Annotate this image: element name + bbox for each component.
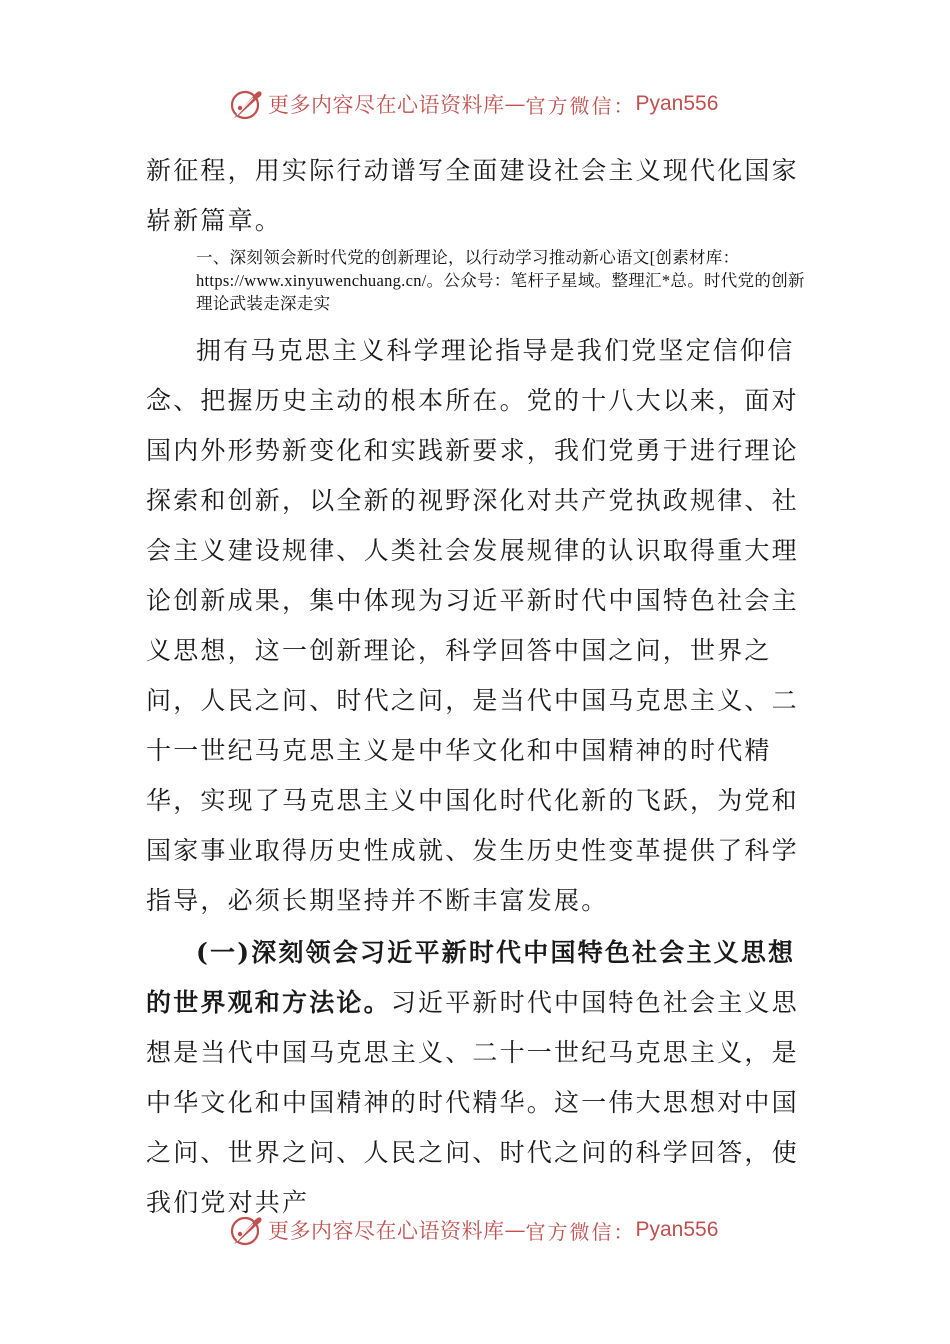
watermark-official-label: 官方微信：: [525, 1219, 636, 1244]
watermark-brand: 更多内容尽在心语资料库: [268, 93, 505, 117]
quill-pen-logo-icon: [228, 1212, 264, 1248]
header-watermark: [228, 84, 718, 124]
watermark-brand: 更多内容尽在心语资料库: [268, 1219, 505, 1243]
paragraph-2-text: 习近平新时代中国特色社会主义思想是当代中国马克思主义、二十一世纪马克思主义，是中华文化和中国精神的时代精华。这一伟大思想对中国之问、世界之问、人民之问、时代之问的科学回答，使我们党对共产: [146, 988, 799, 1217]
quill-pen-logo-icon: [228, 86, 264, 122]
body-paragraph-1: [146, 326, 806, 926]
watermark-official-label: 官方微信：: [525, 93, 636, 118]
section-heading: [146, 246, 806, 315]
watermark-dash: —: [504, 92, 526, 116]
paragraph-1-text: 拥有马克思主义科学理论指导是我们党坚定信仰信念、把握历史主动的根本所在。党的十八大以来，面对国内外形势新变化和实践新要求，我们党勇于进行理论探索和创新，以全新的视野深化对共产党执政规律、社会主义建设规律、人类社会发展规律的认识取得重大理论创新成果，集中体现为习近平新时代中国特色社会主义思想，这一创新理论，科学回答中国之问，世界之问，人民之问、时代之问，是当代中国马克思主义、二十一世纪马克思主义是中华文化和中国精神的时代精华，实现了马克思主义中国化时代化新的飞跃，为党和国家事业取得历史性成就、发生历史性变革提供了科学指导，必须长期坚持并不断丰富发展。: [146, 336, 799, 915]
footer-watermark: [228, 1210, 718, 1250]
subsection-heading: (一)深刻领会习近平新时代中国特色社会主义思想的世界观和方法论。: [146, 938, 796, 1017]
watermark-dash: —: [504, 1218, 526, 1242]
continuation-text: 新征程，用实际行动谱写全面建设社会主义现代化国家崭新篇章。: [146, 156, 799, 235]
paragraph-2: [146, 928, 806, 1228]
watermark-wechat-id: Pyan556: [635, 92, 719, 115]
watermark-wechat-id: Pyan556: [635, 1218, 719, 1241]
body-paragraph-2: [146, 928, 806, 1228]
continuation-paragraph: [146, 146, 806, 246]
section-heading-text: 一、深刻领会新时代党的创新理论，以行动学习推动新心语文[创素材库：https://www.xinyuwenchuang.cn/。公众号：笔杆子星域。整理汇*总。时代党的创新理论武装走深走实: [196, 248, 805, 313]
